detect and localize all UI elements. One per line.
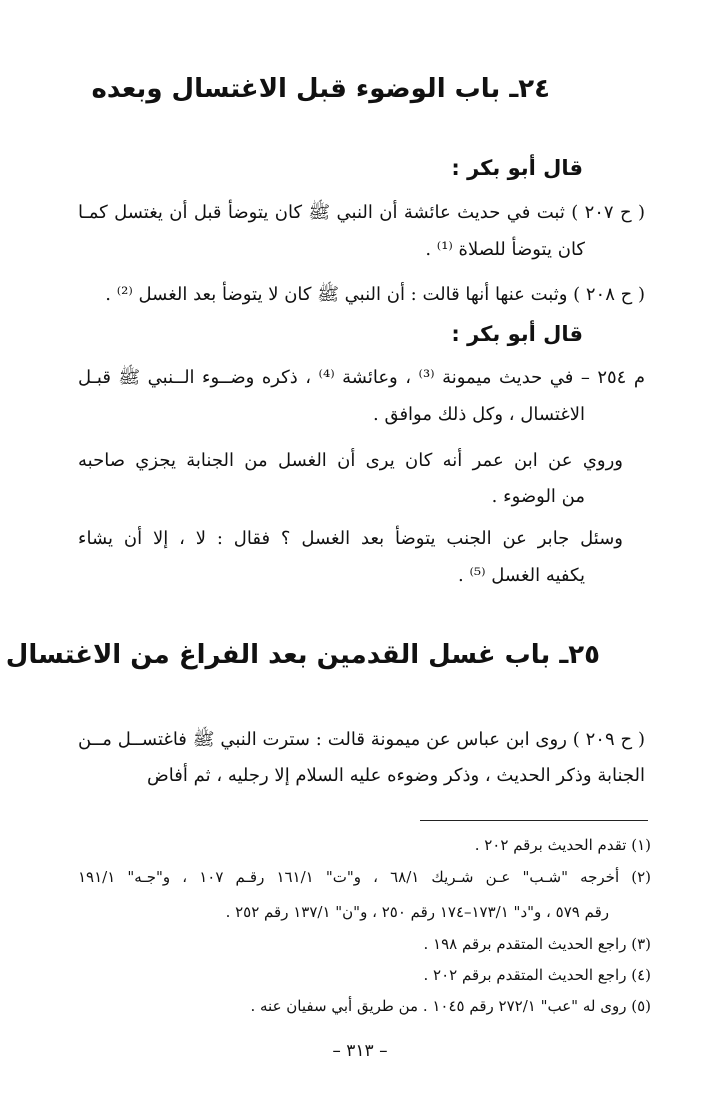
ibn-umar-line-2: من الوضوء . bbox=[491, 486, 585, 507]
jabir-line-1: وسئل جابر عن الجنب يتوضأ بعد الغسل ؟ فقال : لا ، إلا أن يشاء bbox=[78, 528, 623, 549]
footnote-4: (٤) راجع الحديث المتقدم برقم ٢٠٢ . bbox=[423, 966, 651, 984]
hadith-209-line-2: الجنابة وذكر الحديث ، وذكر وضوءه عليه السلام إلا رجليه ، ثم أفاض bbox=[147, 765, 645, 786]
hadith-207-line-1: ( ح ٢٠٧ ) ثبت في حديث عائشة أن النبي ﷺ كان يتوضأ قبل أن يغتسل كمـا bbox=[78, 202, 645, 223]
footnote-3: (٣) راجع الحديث المتقدم برقم ١٩٨ . bbox=[423, 935, 651, 953]
masala-254-line-1: م ٢٥٤ – في حديث ميمونة ⁽³⁾ ، وعائشة ⁽⁴⁾ ، ذكره وضــوء الــنبي ﷺ قبـل bbox=[78, 367, 645, 388]
speaker-abu-bakr-1: قال أبو بكر : bbox=[451, 156, 583, 180]
section-25-heading: ٢٥ـ باب غسل القدمين بعد الفراغ من الاغتسال bbox=[5, 640, 600, 670]
footnote-1: (١) تقدم الحديث برقم ٢٠٢ . bbox=[474, 836, 651, 854]
ibn-umar-line-1: وروي عن ابن عمر أنه كان يرى أن الغسل من الجنابة يجزي صاحبه bbox=[78, 450, 623, 471]
hadith-207-line-2: كان يتوضأ للصلاة ⁽¹⁾ . bbox=[425, 239, 585, 260]
footnote-2-line-2: رقم ٥٧٩ ، و"د" ١٧٣/١–١٧٤ رقم ٢٥٠ ، و"ن" ١٣٧/١ رقم ٢٥٢ . bbox=[225, 903, 609, 921]
page-number: – ٣١٣ – bbox=[332, 1041, 388, 1061]
speaker-abu-bakr-2: قال أبو بكر : bbox=[451, 322, 583, 346]
hadith-209-line-1: ( ح ٢٠٩ ) روى ابن عباس عن ميمونة قالت : سترت النبي ﷺ فاغتســل مــن bbox=[78, 729, 645, 750]
footnote-2-line-1: (٢) أخرجه "شـب" عـن شـريك ٦٨/١ ، و"ت" ١٦١/١ رقـم ١٠٧ ، و"جـه" ١٩١/١ bbox=[78, 868, 652, 886]
masala-254-line-2: الاغتسال ، وكل ذلك موافق . bbox=[373, 404, 585, 425]
jabir-line-2: يكفيه الغسل ⁽⁵⁾ . bbox=[458, 565, 585, 586]
section-24-heading: ٢٤ـ باب الوضوء قبل الاغتسال وبعده bbox=[91, 74, 550, 104]
footnote-separator bbox=[420, 820, 648, 821]
hadith-208-line-1: ( ح ٢٠٨ ) وثبت عنها أنها قالت : أن النبي ﷺ كان لا يتوضأ بعد الغسل ⁽²⁾ . bbox=[105, 284, 645, 305]
footnote-5: (٥) روى له "عب" ٢٧٢/١ رقم ١٠٤٥ . من طريق أبي سفيان عنه . bbox=[250, 997, 651, 1015]
